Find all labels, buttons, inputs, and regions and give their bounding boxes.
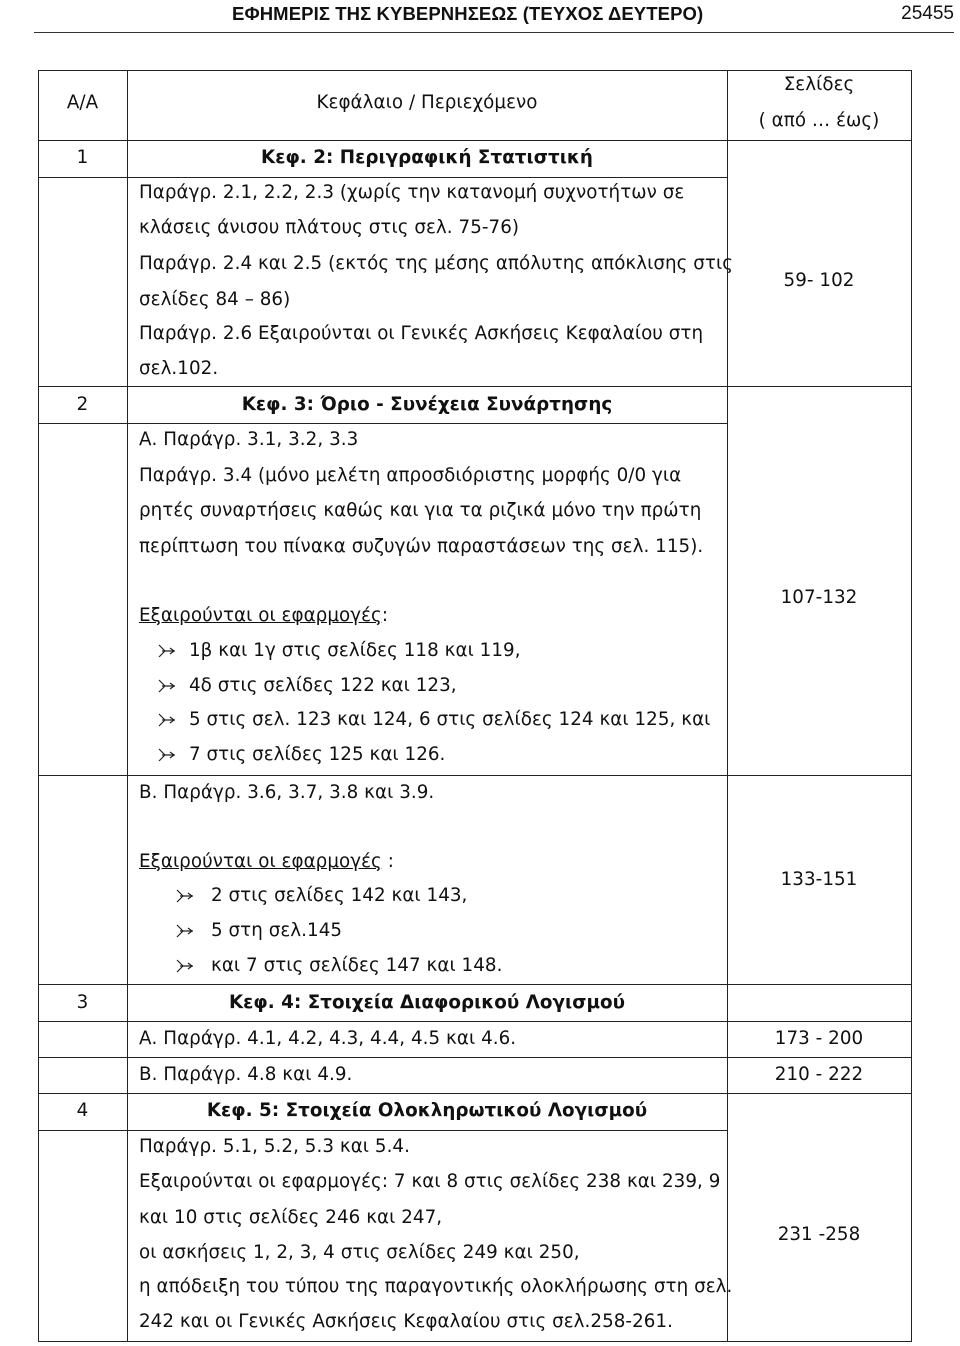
ch2-line: Παράγρ. 3.4 (μόνο μελέτη απροσδιόριστης μορφής 0/0 για bbox=[139, 465, 682, 486]
ch4-title: Κεφ. 5: Στοιχεία Ολοκληρωτικού Λογισμού bbox=[206, 1100, 648, 1121]
table-border-top bbox=[38, 70, 912, 71]
table-border-left bbox=[38, 70, 39, 1342]
header-row-bottom bbox=[38, 140, 912, 141]
gazette-title: ΕΦΗΜΕΡΙΣ ΤΗΣ ΚΥΒΕΡΝΗΣΕΩΣ (ΤΕΥΧΟΣ ΔΕΥΤΕΡΟ) bbox=[232, 3, 704, 24]
hand-pointing-right-icon bbox=[158, 678, 176, 694]
ch1-number: 1 bbox=[76, 147, 89, 168]
ch4-line: Εξαιρούνται οι εφαρμογές: 7 και 8 στις σελίδες 238 και 239, 9 bbox=[139, 1171, 721, 1192]
ch3-row-b: Β. Παράγρ. 4.8 και 4.9. bbox=[139, 1064, 353, 1085]
col-header-pages-line2: ( από … έως) bbox=[758, 110, 880, 131]
ch2-number: 2 bbox=[76, 394, 89, 415]
ch4-line: οι ασκήσεις 1, 2, 3, 4 στις σελίδες 249 και 250, bbox=[139, 1242, 580, 1263]
ch2-part-b: Β. Παράγρ. 3.6, 3.7, 3.8 και 3.9. bbox=[139, 782, 435, 803]
ch2b-bullet: και 7 στις σελίδες 147 και 148. bbox=[211, 955, 503, 976]
ch2-bullet: 4δ στις σελίδες 122 και 123, bbox=[189, 675, 457, 696]
ch1-title: Κεφ. 2: Περιγραφική Στατιστική bbox=[261, 147, 593, 168]
ch2-title-bottom bbox=[38, 423, 728, 424]
ch4-title-bottom bbox=[38, 1130, 728, 1131]
ch4-line: Παράγρ. 5.1, 5.2, 5.3 και 5.4. bbox=[139, 1136, 410, 1157]
ch1-pages: 59- 102 bbox=[783, 270, 855, 291]
ch2b-bullet: 5 στη σελ.145 bbox=[211, 920, 343, 941]
ch2b-bullet: 2 στις σελίδες 142 και 143, bbox=[211, 885, 468, 906]
header-divider bbox=[34, 32, 954, 33]
ch1-title-bottom bbox=[38, 177, 728, 178]
ch2-bullet: 5 στις σελ. 123 και 124, 6 στις σελίδες 124 και 125, και bbox=[189, 709, 711, 730]
ch3-pages-a: 173 - 200 bbox=[774, 1028, 864, 1049]
ch2b-exclusions-heading bbox=[139, 852, 394, 872]
col-header-aa: Α/Α bbox=[66, 92, 99, 113]
ch2-bullet: 7 στις σελίδες 125 και 126. bbox=[189, 744, 446, 765]
ch2a-bottom bbox=[38, 775, 912, 776]
ch2-bullet: 1β και 1γ στις σελίδες 118 και 119, bbox=[189, 640, 521, 661]
ch3-title bbox=[127, 993, 727, 1013]
ch2b-bottom bbox=[38, 984, 912, 985]
ch2-part-a: Α. Παράγρ. 3.1, 3.2, 3.3 bbox=[139, 429, 359, 450]
ch1-line: Παράγρ. 2.4 και 2.5 (εκτός της μέσης απόλυτης απόκλισης στις bbox=[139, 253, 733, 274]
hand-pointing-right-icon bbox=[158, 712, 176, 728]
ch1-line: σελ.102. bbox=[139, 358, 219, 379]
ch2b-exclusions-colon: : bbox=[381, 851, 394, 872]
ch3-pages-b: 210 - 222 bbox=[774, 1064, 864, 1085]
hand-pointing-right-icon bbox=[158, 747, 176, 763]
ch3-title-text: Κεφ. 4: Στοιχεία Διαφορικού Λογισμού bbox=[228, 992, 626, 1013]
ch2-line: ρητές συναρτήσεις καθώς και για τα ριζικά μόνο την πρώτη bbox=[139, 500, 702, 521]
hand-pointing-right-icon bbox=[158, 643, 176, 659]
ch1-line: κλάσεις άνισου πλάτους στις σελ. 75-76) bbox=[139, 217, 520, 238]
ch1-line: Παράγρ. 2.1, 2.2, 2.3 (χωρίς την κατανομή συχνοτήτων σε bbox=[139, 182, 685, 203]
ch3-row-a: Α. Παράγρ. 4.1, 4.2, 4.3, 4.4, 4.5 και 4.6. bbox=[139, 1028, 517, 1049]
page-number: 25455 bbox=[901, 3, 954, 24]
table-border-bottom bbox=[38, 1341, 912, 1342]
ch3-number: 3 bbox=[76, 992, 89, 1013]
col-header-pages-line1: Σελίδες bbox=[783, 74, 855, 95]
ch4-pages: 231 -258 bbox=[777, 1224, 861, 1245]
ch2-line: περίπτωση του πίνακα συζυγών παραστάσεων της σελ. 115). bbox=[139, 536, 704, 557]
ch2-title: Κεφ. 3: Όριο - Συνέχεια Συνάρτησης bbox=[241, 394, 613, 415]
table-col-divider-1 bbox=[127, 70, 128, 1342]
ch2-exclusions-heading bbox=[139, 606, 388, 626]
hand-pointing-right-icon bbox=[176, 923, 194, 939]
ch3-title-bottom bbox=[38, 1021, 912, 1022]
ch1-line: Παράγρ. 2.6 Εξαιρούνται οι Γενικές Ασκήσεις Κεφαλαίου στη bbox=[139, 323, 704, 344]
ch4-line: η απόδειξη του τύπου της παραγοντικής ολοκλήρωσης στη σελ. bbox=[139, 1276, 733, 1297]
table-border-right bbox=[911, 70, 912, 1342]
ch1-bottom bbox=[38, 386, 912, 387]
ch3a-bottom bbox=[38, 1057, 912, 1058]
ch4-line: 242 και οι Γενικές Ασκήσεις Κεφαλαίου στις σελ.258-261. bbox=[139, 1311, 673, 1332]
ch3-bottom bbox=[38, 1093, 912, 1094]
page-header bbox=[0, 0, 960, 30]
hand-pointing-right-icon bbox=[176, 958, 194, 974]
ch4-number: 4 bbox=[76, 1100, 89, 1121]
ch2b-exclusions-title: Εξαιρούνται οι εφαρμογές bbox=[139, 851, 382, 872]
ch2-pages-a: 107-132 bbox=[780, 587, 858, 608]
ch2-pages-b: 133-151 bbox=[780, 869, 858, 890]
col-header-content: Κεφάλαιο / Περιεχόμενο bbox=[316, 92, 538, 113]
ch4-line: και 10 στις σελίδες 246 και 247, bbox=[139, 1207, 443, 1228]
ch1-line: σελίδες 84 – 86) bbox=[139, 289, 291, 310]
hand-pointing-right-icon bbox=[176, 888, 194, 904]
ch2-exclusions-colon: : bbox=[381, 605, 389, 626]
ch2-exclusions-title: Εξαιρούνται οι εφαρμογές bbox=[139, 605, 382, 626]
